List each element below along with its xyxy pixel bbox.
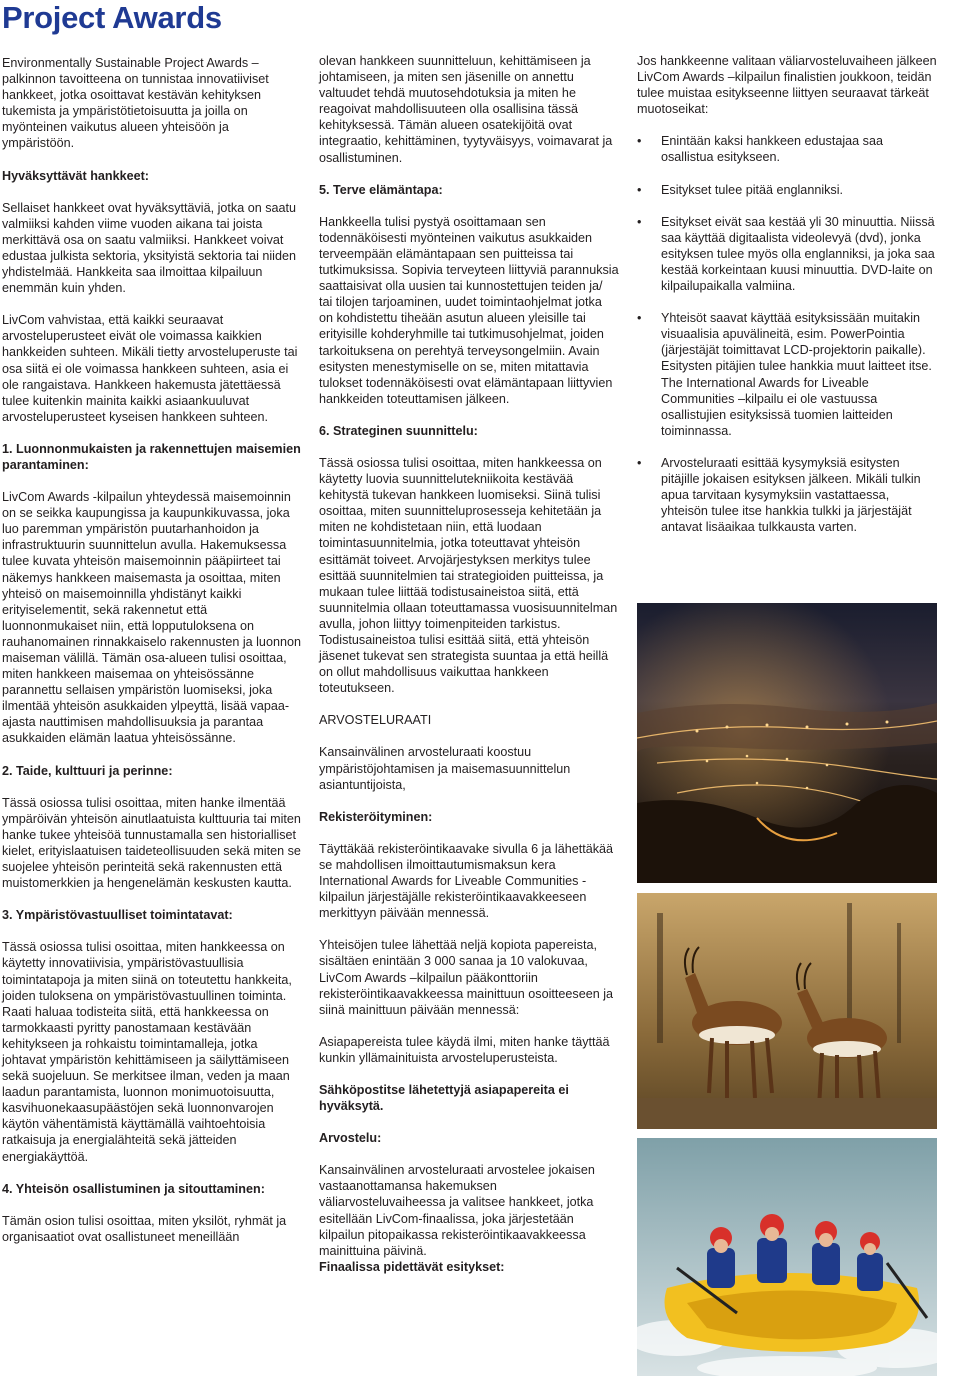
accepted-projects-text: Sellaiset hankkeet ovat hyväksyttäviä, jotka on saatu valmiiksi kahden viime vuoden aikana tai joista merkittävä osa on saatu valmiiksi. Hankkeet voivat edustaa julkista sektoria, yksityistä sektoria tai niiden yhdistelmää. Hankkeita saa ilmoittaa kilpailuun enemmän kuin yhden. — [2, 200, 297, 296]
registration-text: Täyttäkää rekisteröintikaavake sivulla 6 ja lähettäkää se mahdollisen ilmoittautumismaksun kera International Awards for Liveable Communities -kilpailun järjestäjälle rekisteröintikaavakkeeseen merkittyyn päivään mennessä. — [319, 841, 614, 921]
column-1 — [2, 55, 302, 1245]
criteria-paragraph: LivCom vahvistaa, että kaikki seuraavat arvosteluperusteet eivät ole voimassa kaikkien hankkeiden suhteen. Mikäli tietty arvosteluperuste tai osa siitä ei ole voimassa hankkeen suhteen, asia ei ole rangaistava. Hankkeen hakemusta jätettäessä tulee kuitenkin mainita kaikki asiaankuuluvat arvosteluperusteet kyseisen hankkeen suhteen. — [2, 313, 298, 424]
night-city-lights-photo — [637, 603, 937, 883]
section-2-heading: 2. Taide, kulttuuri ja perinne: — [2, 763, 173, 778]
documents-language-text: Asiapapereista tulee käydä ilmi, miten hanke täyttää kunkin yllämainituista arvosteluperusteista. — [319, 1034, 610, 1065]
documents-text: Yhteisöjen tulee lähettää neljä kopiota papereista, sisältäen enintään 3 000 sanaa ja 10 valokuvaa, LivCom Awards –kilpailun pääkonttoriin rekisteröintikaavakkeessa mainittuun osoitteeseen ja siinä mainittuun päivään mennessä: — [319, 938, 614, 1017]
section-2-text: Tässä osiossa tulisi osoittaa, miten hanke ilmentää ympäröivän yhteisön ainutlaatuista kulttuuria tai miten hanke tukee yhteisöä tunnustamalla sen historialliset kielet, erityislaatuisen taideteollisuuden sekä miten se suojelee yhteisön perinteitä sekä rakennusten että muistomerkkien ja hengenelämän keskusten kautta. — [2, 795, 301, 891]
list-item: • Yhteisöt saavat käyttää esityksissään muitakin visuaalisia apuvälineitä, esim. PowerPointia (järjestäjät toimittavat LCD-projektorin paikalle). Esitysten pitäjien tulee hankkia muut laitteet itse. The International Awards for Liveable Communities –kilpailu ei ole vastuussa osallistujien esityksissä tuomien laitteiden toiminnassa. — [637, 310, 937, 439]
finalist-intro: Jos hankkeenne valitaan väliarvosteluvaiheen jälkeen LivCom Awards –kilpailun finalistien joukkoon, teidän tulee muistaa esitykseenne liittyen seuraavat tärkeät muotoseikat: — [637, 54, 937, 117]
intro-paragraph: Environmentally Sustainable Project Awards – palkinnon tavoitteena on tunnistaa innovatiiviset hankkeet, jotka osoittavat kestävän kehityksen tukemista ja ympäristötietoisuutta ja joilla on myönteinen vaikutus alueen yhteisöön ja ympäristöön. — [2, 56, 269, 151]
section-3-text: Tässä osiossa tulisi osoittaa, miten hankkeessa on käytetty innovatiivisia, ympäristövastuullisia toimintatapoja ja miten siinä on toteutettu hankkeita, joiden tuloksena on ympäristövastuullinen toiminta. Raati haluaa todisteita siitä, että hankkeessa on tarmokkaasti pyritty panostamaan kestävään kehitykseen ja rohkaistu toimintamalleja, jotka johtavat ympäristön kehittämiseen ja säilyttämiseen sekä suojeluun. Se merkitsee ilman, veden ja maan laadun parantamista, luonnon monimuotoisuutta, kasvihuonekaasupäästöjen sekä luonnonvarojen käytön vähentämistä käyttämällä vaihtoehtoisia ratkaisuja ja energialähteitä sekä jätteiden energiakäyttöä. — [2, 940, 292, 1164]
jury-heading: ARVOSTELURAATI — [319, 713, 432, 728]
list-item: • Arvosteluraati esittää kysymyksiä esitysten pitäjille jokaisen esityksen jälkeen. Mikäli tulkin apua tarvitaan kysymyksiin vastattaessa, yhteisön tulee itse hankkia tulkki ja järjestäjät antavat lisäaikaa tulkkausta varten. — [637, 455, 937, 535]
review-text: Kansainvälinen arvosteluraati arvostelee jokaisen vastaanottamansa hakemuksen väliarvosteluvaiheessa ja valitsee hankkeet, jotka esitellään LivCom-finaalissa, joka järjestetään kilpailun pitopaikassa rekisteröintikaavakkeessa mainittuina päivinä. — [319, 1163, 595, 1258]
list-item: • Enintään kaksi hankkeen edustajaa saa osallistua esitykseen. — [637, 133, 937, 165]
section-5-heading: 5. Terve elämäntapa: — [319, 182, 443, 197]
review-heading: Arvostelu: — [319, 1131, 382, 1146]
gazelles-photo — [637, 893, 937, 1129]
registration-heading: Rekisteröityminen: — [319, 809, 433, 824]
section-6-heading: 6. Strateginen suunnittelu: — [319, 423, 478, 438]
section-5-text: Hankkeella tulisi pystyä osoittamaan sen todennäköisesti myönteinen vaikutus asukkaiden terveempään elämäntapaan sen puitteissa tai tutkimuksissa. Sopivia terveyteen liittyviä parannuksia saattaisivat olla uusien tai kunnostettujen teiden ja/ tai tilojen tarjoaminen, uudet toimintaohjelmat jotka on kohdistettu tiheään asutun alueen yleisille tai erityisille kohderyhmille tai tutkimusohjelmat, joiden tarkoituksena on perehtyä terveysongelmiin. Avain esitysten menestymiselle on se, miten mitattavia tulokset todennäköisesti ovat elämäntapaan liittyvien hankkeiden toteuttamisen jälkeen. — [319, 214, 619, 406]
presentation-rules-list — [637, 133, 937, 535]
section-6-text: Tässä osiossa tulisi osoittaa, miten hankkeessa on käytetty luovia suunnittelutekniikoita kestävää kehitystä tukevan hankkeen luomiseksi. Siinä tulisi osoittaa, miten suunnitteluprosesseja kehitetään ja miten ne kohdistetaan niin, että luodaan toimintasuunnitelmia, jotka toteuttavat yhteisön esittämät toiveet. Arvojärjestyksen merkitys tulee esittää suunnitelmien tai strategioiden puitteissa, ja mukaan tulee liittää todistusaineistoa siitä, että suunnitelmia ollaan toteuttamassa vuosisuunnitelman avulla, johon liittyy toimenpiteiden tarkistus. Todistusaineistoa tulisi esittää siitä, että yhteisön jäsenet tukevat sen strategista suuntaa ja että heillä on ollut mahdollisuus vaikuttaa hankkeen toteutukseen. — [319, 455, 618, 696]
email-not-accepted-heading: Sähköpostitse lähetettyjä asiapapereita ei hyväksytä. — [319, 1082, 569, 1114]
section-1-text: LivCom Awards -kilpailun yhteydessä maisemoinnin on se seikka kaupungissa ja kaupunkikuvassa, joka luo paremman ympäristön puutarhanhoidon ja infrastruktuurin suunnittelun avulla. Hakemuksessa tulee kuvata yhteisön maisemoinnin pääpiirteet tai näkemys hankkeen maisemasta ja osoittaa, miten yhteisö on maisemoinnilla yhdistänyt kaikki erityiselementit, sekä rakennetut että luonnonmukaiset niin, että lopputuloksena on rauhanomainen rinnakkaiselo rakennusten ja luonnon maiseman välillä. Tämän osa-alueen tulisi osoittaa, miten hankkeen maisemaa on yhteisössänne parannettu sellaisen ympäristön luomiseksi, joka ilmentää yhteisön asukkaiden ylpeyttä, lisää vapaa-ajasta nauttimisen mahdollisuuksia ja parantaa asukkaiden elämän laatua yhteisössänne. — [2, 490, 301, 746]
whitewater-rafting-photo — [637, 1138, 937, 1376]
page-title: Project Awards — [2, 0, 222, 35]
column-2 — [319, 53, 619, 1275]
section-3-heading: 3. Ympäristövastuulliset toimintatavat: — [2, 908, 233, 923]
final-presentations-heading: Finaalissa pidettävät esitykset: — [319, 1259, 505, 1274]
list-item: • Esitykset eivät saa kestää yli 30 minuuttia. Niissä saa käyttää digitaalista videolevyä (dvd), jonka esityksen tulee myös olla englanniksi, ja joka saa kestää korkeintaan kuusi minuuttia. DVD-laite on kilpailupaikalla valmiina. — [637, 214, 937, 294]
accepted-projects-heading: Hyväksyttävät hankkeet: — [2, 168, 150, 183]
section-4-heading: 4. Yhteisön osallistuminen ja sitouttaminen: — [2, 1181, 265, 1196]
column-3 — [637, 53, 937, 551]
section-4-text: Tämän osion tulisi osoittaa, miten yksilöt, ryhmät ja organisaatiot ovat osallistuneet meneillään — [2, 1213, 287, 1244]
section-1-heading: 1. Luonnonmukaisten ja rakennettujen maisemien parantaminen: — [2, 441, 301, 472]
jury-text: Kansainvälinen arvosteluraati koostuu ympäristöjohtamisen ja maisemasuunnittelun asiantuntijoista, — [319, 745, 571, 792]
section-4-continued-text: olevan hankkeen suunnitteluun, kehittämiseen ja johtamiseen, ja miten sen jäsenille on annettu valtuudet tehdä muutosehdotuksia ja miten he reagoivat mahdollisuuteen olla osallisina tässä kehityksessä. Tämän alueen osatekijöitä ovat integraatio, kehittäminen, tyytyväisyys, voimavarat ja osallistuminen. — [319, 54, 613, 165]
list-item: • Esitykset tulee pitää englanniksi. — [637, 182, 937, 198]
